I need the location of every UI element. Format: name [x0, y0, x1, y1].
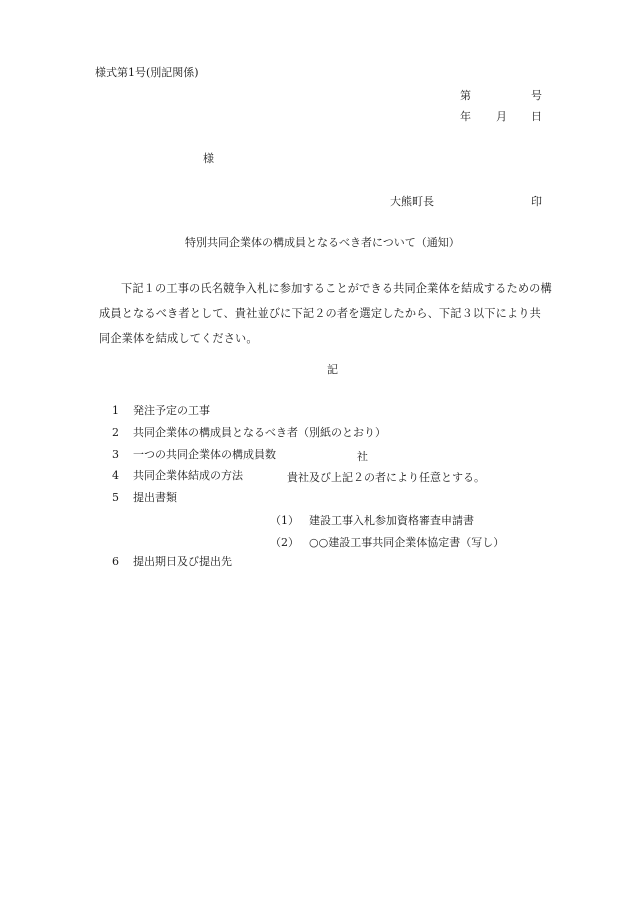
- item-text: 共同企業体の構成員となるべき者（別紙のとおり）: [133, 426, 386, 439]
- document-text: ○○建設工事共同企業体協定書（写し）: [309, 536, 505, 549]
- item-text: 提出書類: [133, 491, 177, 504]
- body-paragraph: [99, 276, 573, 351]
- item-extra: 貴社及び上記２の者により任意とする。: [287, 471, 485, 484]
- sender-name: 大熊町長: [390, 195, 434, 208]
- item-text: 共同企業体結成の方法: [133, 469, 243, 482]
- body-line: 成員となるべき者として、貴社並びに下記２の者を選定したから、下記３以下により共: [99, 307, 541, 320]
- item-number: 3: [112, 448, 119, 461]
- item-extra: 社: [357, 450, 368, 463]
- item-text: 提出期日及び提出先: [133, 555, 232, 568]
- item-number: 5: [112, 491, 119, 504]
- sender-seal: 印: [531, 195, 542, 208]
- item-text: 発注予定の工事: [133, 404, 210, 417]
- body-line: 下記１の工事の氏名競争入札に参加することができる共同企業体を結成するための構: [121, 282, 552, 295]
- document-text: 建設工事入札参加資格審査申請書: [309, 514, 474, 527]
- date-year: 年: [460, 110, 471, 123]
- item-number: 6: [112, 555, 119, 568]
- document-number: （1）: [270, 514, 299, 527]
- item-text: 一つの共同企業体の構成員数: [133, 448, 276, 461]
- document-title: 特別共同企業体の構成員となるべき者について（通知）: [185, 236, 460, 249]
- date-month: 月: [496, 110, 507, 123]
- date-day: 日: [531, 110, 542, 123]
- document-number: （2）: [270, 536, 299, 549]
- body-line: 同企業体を結成してください。: [99, 332, 258, 345]
- doc-number-prefix: 第: [460, 89, 471, 102]
- ki-heading: 記: [327, 363, 338, 376]
- item-number: 4: [112, 469, 119, 482]
- addressee-suffix: 様: [203, 152, 214, 165]
- item-number: 2: [112, 426, 119, 439]
- form-label: 様式第1号(別記関係): [95, 66, 199, 79]
- item-number: 1: [112, 404, 119, 417]
- doc-number-suffix: 号: [531, 89, 542, 102]
